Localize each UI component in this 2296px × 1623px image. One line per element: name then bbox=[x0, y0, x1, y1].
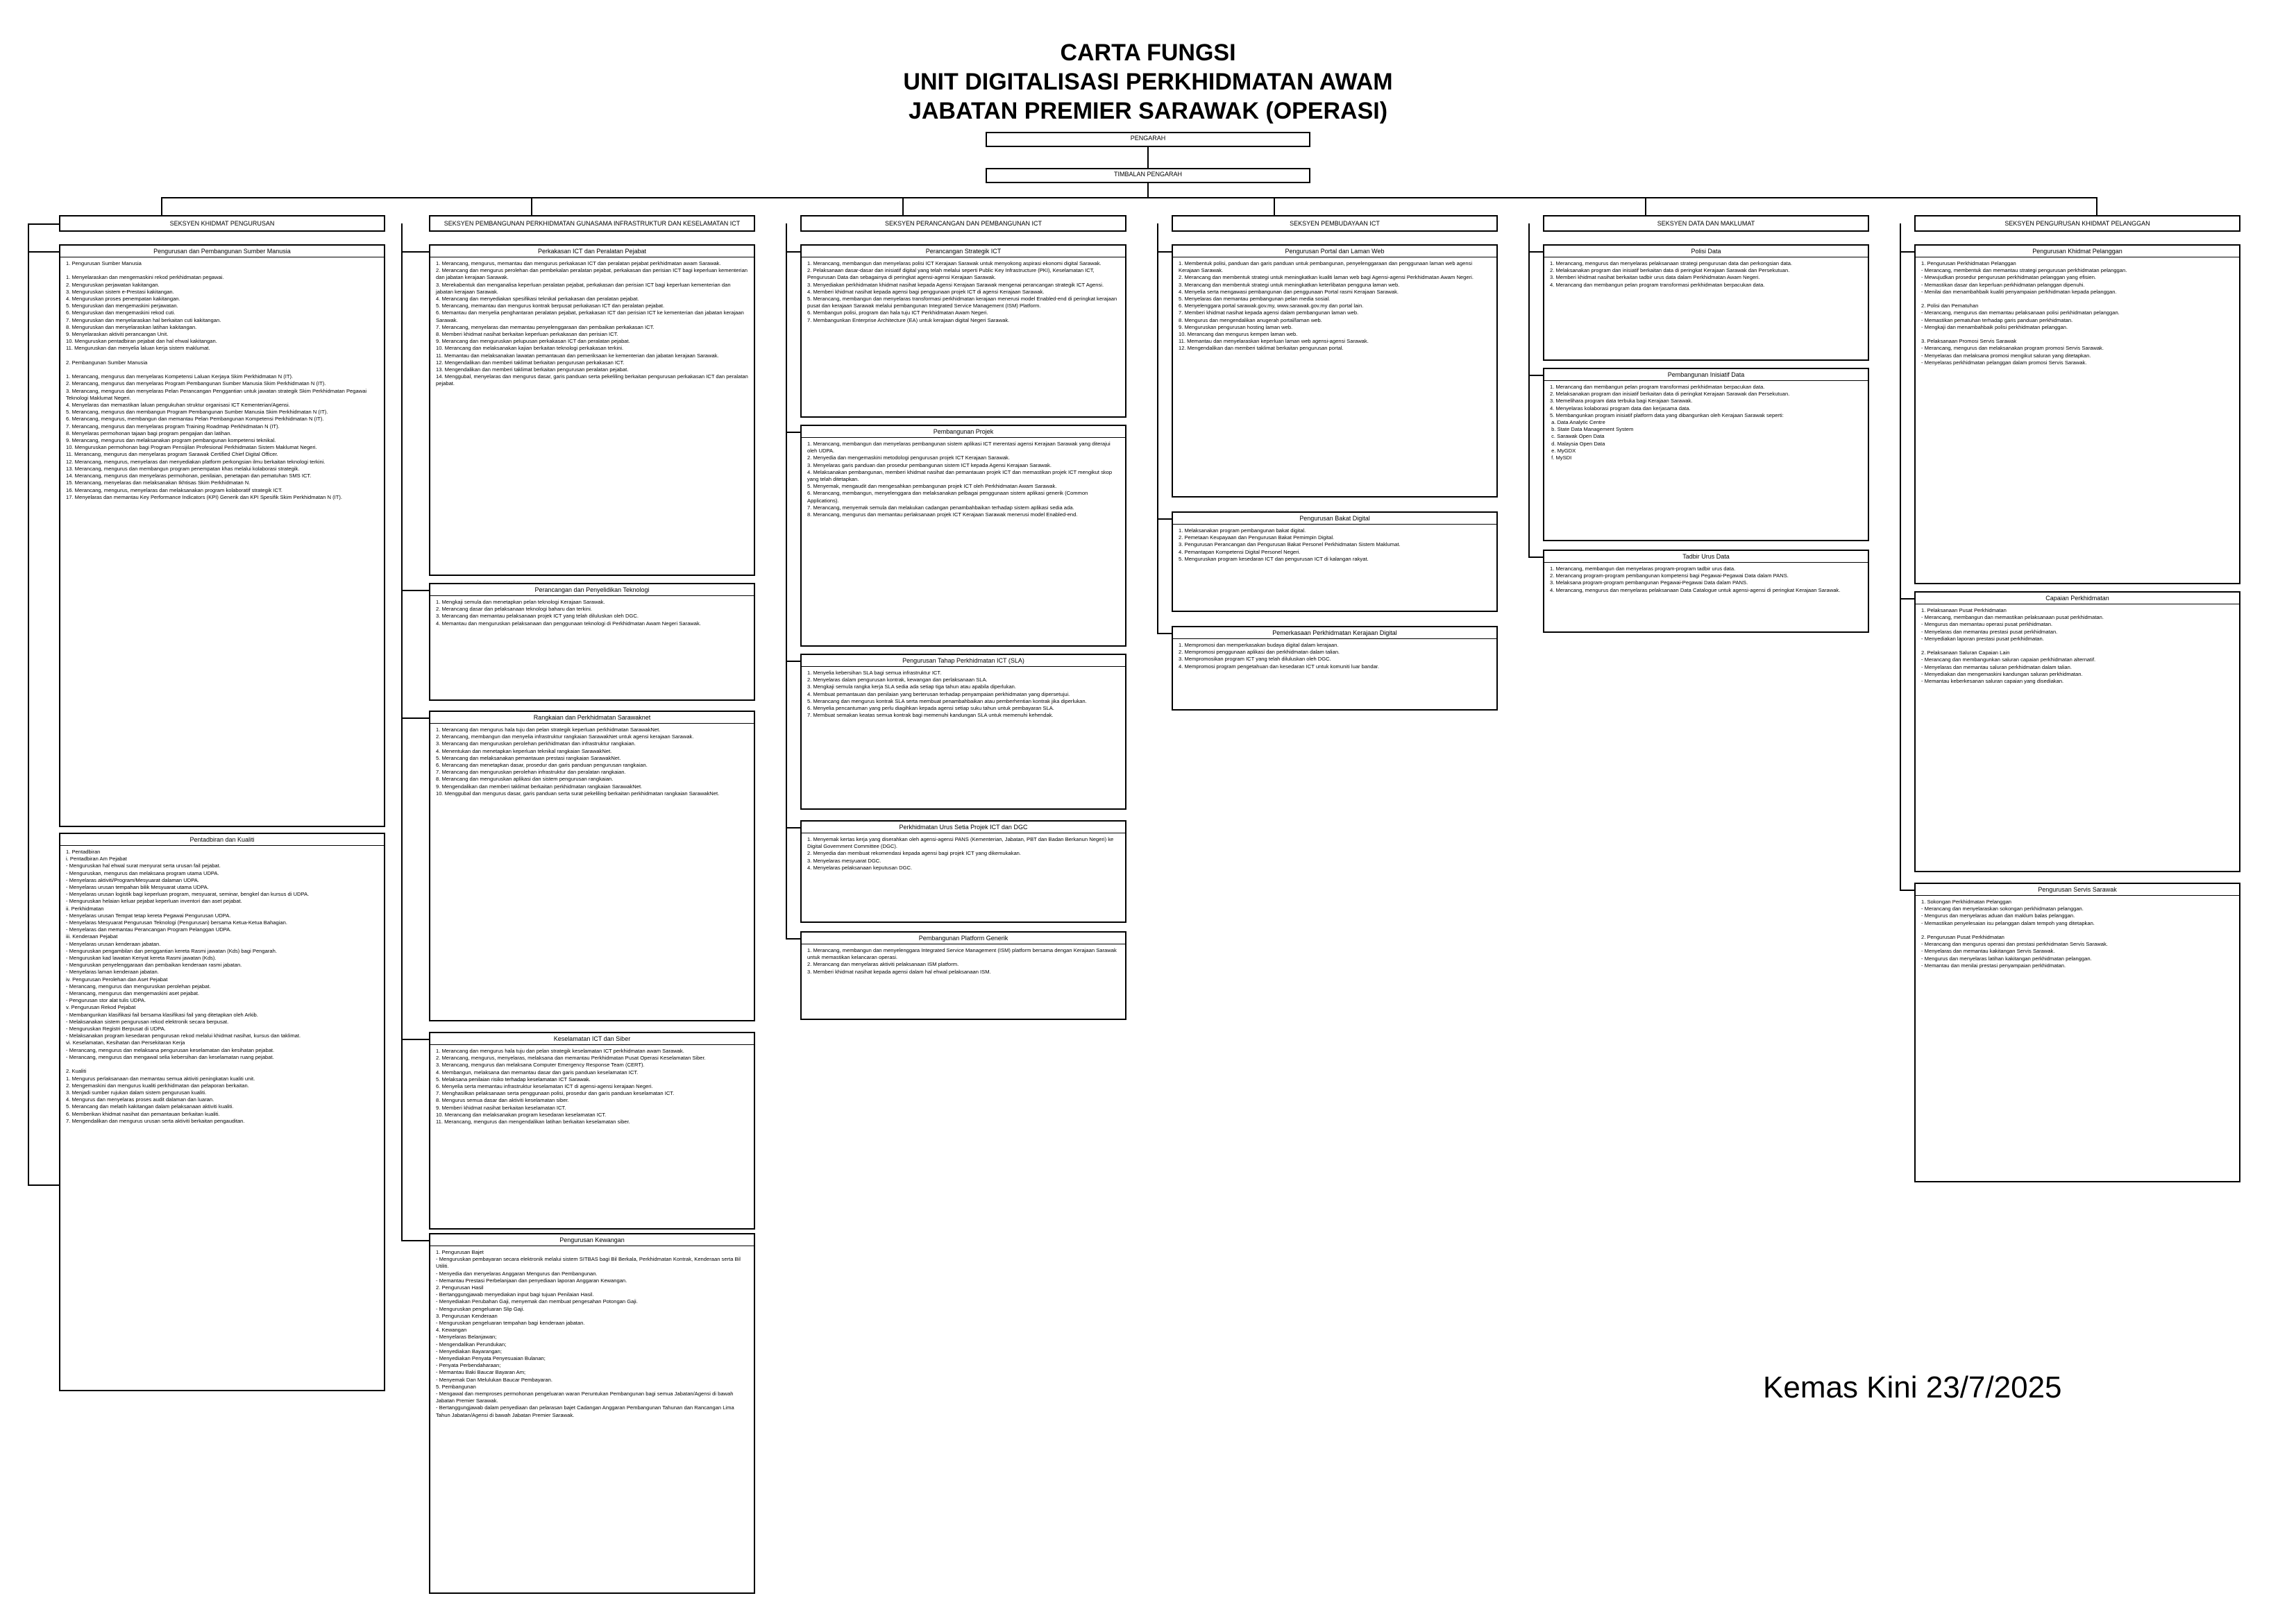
connector-bus bbox=[161, 197, 2096, 198]
unit-title: Pembangunan Inisiatif Data bbox=[1544, 369, 1868, 381]
unit-functions: 1. Pengurusan Perkhidmatan Pelanggan - Merancang, membentuk dan memantau strategi pengurusan perkhidmatan pelanggan. - Mewujudkan prosedur pengurusan perkhidmatan pelanggan yang efisien. - Memastikan dasar dan keperluan perkhidmatan pelanggan dipenuhi. - Menilai dan menambahbaik kualiti penyampaian perkhidmatan kepada pelanggan. 2. Polisi dan Pematuhan - Merancang, mengurus dan memantau pelaksanaan polisi perkhidmatan pelanggan. - Memastikan pematuhan terhadap garis panduan perkhidmatan. - Mengkaji dan menambahbaik polisi perkhidmatan pelanggan. 3. Pelaksanaan Promosi Servis Sarawak - Merancang, mengurus dan melaksanakan program promosi Servis Sarawak. - Menyelaras dan melaksana promosi mengikut saluran yang ditetapkan. - Menyelaras perkhidmatan pelanggan dalam promosi Servis Sarawak. bbox=[1921, 260, 2127, 366]
connector bbox=[1528, 375, 1543, 376]
unit-bakat-digital bbox=[1172, 511, 1498, 612]
unit-portal-laman-web bbox=[1172, 244, 1498, 498]
unit-inisiatif-data bbox=[1543, 368, 1869, 541]
pengarah-box: PENGARAH bbox=[986, 132, 1310, 147]
unit-title: Pengurusan Servis Sarawak bbox=[1916, 884, 2239, 896]
unit-functions: 1. Sokongan Perkhidmatan Pelanggan - Merancang dan menyelaraskan sokongan perkhidmatan pelanggan. - Mengurus dan menyelaras aduan dan maklum balas pelanggan. - Memastikan penyelesaian isu pelanggan dalam tempoh yang ditetapkan. 2. Pengurusan Pusat Perkhidmatan - Merancang dan mengurus operasi dan prestasi perkhidmatan Servis Sarawak. - Menyelaras dan memantau kakitangan Servis Sarawak. - Mengurus dan menyelaras latihan kakitangan perkhidmatan pelanggan. - Memantau dan menilai prestasi penyampaian perkhidmatan. bbox=[1921, 899, 2108, 969]
unit-rangkaian-sarawaknet bbox=[429, 711, 755, 1021]
chart-title-2: UNIT DIGITALISASI PERKHIDMATAN AWAM bbox=[903, 69, 1393, 95]
unit-perancangan-strategik bbox=[800, 244, 1126, 418]
unit-title: Perancangan Strategik ICT bbox=[802, 246, 1125, 257]
unit-functions: 1. Mempromosi dan memperkasakan budaya digital dalam kerajaan. 2. Mempromosi penggunaan aplikasi dan perkhidmatan dalam talian. 3. Mempromosikan program ICT yang telah diluluskan oleh DGC. 4. Mempromosi program pengetahuan dan kesedaran ICT untuk komuniti luar bandar. bbox=[1179, 642, 1380, 670]
unit-title: Pengurusan Tahap Perkhidmatan ICT (SLA) bbox=[802, 655, 1125, 667]
connector bbox=[1147, 147, 1149, 168]
unit-functions: 1. Melaksanakan program pembangunan bakat digital. 2. Pemetaan Keupayaan dan Pengurusan Bakat Pemimpin Digital. 3. Pengurusan Perancangan dan Pengurusan Bakat Personel Perkhidmatan Sistem Maklumat. 4. Pemantapan Kompetensi Digital Personel Negeri. 5. Menguruskan program kesedaran ICT dan pengurusan ICT di kalangan rakyat. bbox=[1179, 527, 1401, 562]
section-pembudayaan-ict: SEKSYEN PEMBUDAYAAN ICT bbox=[1172, 215, 1498, 232]
unit-pembangunan-projek bbox=[800, 425, 1126, 647]
unit-functions: 1. Merancang, mengurus, memantau dan mengurus perkakasan ICT dan peralatan pejabat perkhidmatan awam Sarawak. 2. Merancang dan mengurus perolehan dan pembekalan peralatan pejabat, perkakasan dan perisian ICT bagi keperluan kementerian dan jabatan kerajaan Sarawak. 3. Merekabentuk dan menganalisa keperluan peralatan pejabat, perkakasan dan perisian ICT bagi keperluan kementerian dan jabatan kerajaan Sarawak. 4. Merancang dan menyediakan spesifikasi teknikal perkakasan dan peralatan pejabat. 5. Merancang, memantau dan mengurus kontrak berpusat perkakasan ICT dan peralatan pejabat. 6. Memantau dan menyelia penghantaran peralatan pejabat, perkakasan ICT dan perisian ICT ke kementerian dan jabatan kerajaan Sarawak. 7. Merancang, menyelaras dan memantau penyelenggaraan dan pembaikan perkakasan ICT. 8. Memberi khidmat nasihat berkaitan keperluan perkakasan dan perisian ICT. 9. Merancang dan menguruskan pelupusan perkakasan ICT dan peralatan pejabat. 10. Merancang dan melaksanakan kajian berkaitan teknologi perkakasan terkini. 11. Memantau dan melaksanakan lawatan pemantauan dan pemeriksaan ke kementerian dan jabatan kerajaan Sarawak. 12. Mengendalikan dan memberi taklimat berkaitan pengurusan perkakasan ICT. 13. Mengendalikan dan memberi taklimat berkaitan pengurusan peralatan pejabat. 14. Menggubal, menyelaras dan mengurus dasar, garis panduan serta pekeliling berkaitan pengurusan perkakasan ICT dan peralatan pejabat. bbox=[436, 260, 748, 387]
connector bbox=[28, 1184, 59, 1186]
connector bbox=[1157, 223, 1158, 633]
unit-title: Perkakasan ICT dan Peralatan Pejabat bbox=[430, 246, 754, 257]
unit-title: Keselamatan ICT dan Siber bbox=[430, 1033, 754, 1045]
unit-sla bbox=[800, 654, 1126, 810]
unit-sumber-manusia bbox=[59, 244, 385, 827]
connector bbox=[1645, 197, 1646, 215]
unit-functions: 1. Merancang, membangun dan menyelenggara Integrated Service Management (ISM) platform bersama dengan Kerajaan Sarawak untuk memastikan kelancaran operasi. 2. Merancang dan menyelaras aktiviti pelaksanaan ISM platform. 3. Memberi khidmat nasihat kepada agensi dalam hal ehwal pelaksanaan ISM. bbox=[807, 947, 1117, 975]
connector bbox=[902, 197, 904, 215]
unit-title: Pengurusan Kewangan bbox=[430, 1234, 754, 1246]
connector bbox=[1157, 518, 1172, 520]
unit-title: Pengurusan Khidmat Pelanggan bbox=[1916, 246, 2239, 257]
connector bbox=[1147, 183, 1149, 197]
unit-functions: 1. Merancang dan mengurus hala tuju dan pelan strategik keperluan perkhidmatan SarawakNet. 2. Merancang, membangun dan menyelia infrastruktur rangkaian SarawakNet untuk agensi kerajaan Sarawak. 3. Merancang dan menguruskan perolehan perkhidmatan dan infrastruktur rangkaian. 4. Menentukan dan menetapkan keperluan teknikal rangkaian SarawakNet. 5. Merancang dan melaksanakan pemantauan prestasi rangkaian SarawakNet. 6. Merancang dan menetapkan dasar, prosedur dan garis panduan pengurusan rangkaian. 7. Merancang dan menguruskan perolehan infrastruktur dan peralatan rangkaian. 8. Merancang dan menguruskan aplikasi dan sistem pengurusan rangkaian. 9. Mengendalikan dan memberi taklimat berkaitan perkhidmatan rangkaian SarawakNet. 10. Menggubal dan mengurus dasar, garis panduan serta surat pekeliling berkaitan perkhidmatan rangkaian SarawakNet. bbox=[436, 726, 720, 797]
unit-platform-generik bbox=[800, 931, 1126, 1020]
connector bbox=[786, 223, 787, 938]
section-khidmat-pengurusan: SEKSYEN KHIDMAT PENGURUSAN bbox=[59, 215, 385, 232]
timbalan-pengarah-box: TIMBALAN PENGARAH bbox=[986, 168, 1310, 183]
section-perancangan-pembangunan: SEKSYEN PERANCANGAN DAN PEMBANGUNAN ICT bbox=[800, 215, 1126, 232]
connector bbox=[2096, 197, 2097, 215]
connector bbox=[401, 717, 429, 719]
unit-keselamatan-siber bbox=[429, 1032, 755, 1230]
connector bbox=[401, 223, 403, 1240]
update-date-label: Kemas Kini 23/7/2025 bbox=[1763, 1370, 2062, 1404]
unit-title: Pembangunan Projek bbox=[802, 426, 1125, 438]
section-khidmat-pelanggan: SEKSYEN PENGURUSAN KHIDMAT PELANGGAN bbox=[1914, 215, 2240, 232]
unit-urus-setia-dgc bbox=[800, 820, 1126, 923]
connector bbox=[401, 251, 429, 253]
unit-title: Pengurusan Bakat Digital bbox=[1173, 513, 1496, 525]
section-infrastruktur-keselamatan: SEKSYEN PEMBANGUNAN PERKHIDMATAN GUNASAMA INFRASTRUKTUR DAN KESELAMATAN ICT bbox=[429, 215, 755, 232]
connector bbox=[786, 938, 800, 940]
unit-title: Pemerkasaan Perkhidmatan Kerajaan Digital bbox=[1173, 627, 1496, 639]
unit-functions: 1. Menyelia kebersihan SLA bagi semua infrastruktur ICT. 2. Menyelaras dalam pengurusan kontrak, kewangan dan perlaksanaan SLA. 3. Mengkaji semula rangka kerja SLA sedia ada setiap tiga tahun atau apabila diperlukan. 4. Membuat pemantauan dan penilaian yang berterusan terhadap penyampaian perkhidmatan yang dipersetujui. 5. Merancang dan mengurus kontrak SLA serta membuat penambahbaikan atau pemberhentian kontrak jika diperlukan. 6. Menyelia pencantuman yang perlu diagihkan kepada agensi setiap suku tahun untuk pembayaran SLA. 7. Membuat semakan keatas semua kontrak bagi memenuhi kandungan SLA untuk memenuhi kehendak. bbox=[807, 670, 1087, 719]
unit-servis-sarawak bbox=[1914, 883, 2240, 1182]
connector bbox=[1900, 598, 1914, 600]
connector bbox=[161, 197, 162, 215]
unit-title: Rangkaian dan Perkhidmatan Sarawaknet bbox=[430, 712, 754, 724]
connector bbox=[1900, 251, 1914, 253]
unit-title: Tadbir Urus Data bbox=[1544, 551, 1868, 563]
unit-title: Perancangan dan Penyelidikan Teknologi bbox=[430, 584, 754, 596]
unit-functions: 1. Membentuk polisi, panduan dan garis panduan untuk pembangunan, penyelenggaraan dan penggunaan laman web agensi Kerajaan Sarawak. 2. Merancang dan membentuk strategi untuk meningkatkan kualiti laman web bagi Agensi-agensi Perkhidmatan Awam Negeri. 3. Merancang dan membentuk strategi untuk meningkatkan keterlibatan pengguna laman web. 4. Menyelia serta mengawasi pembangunan dan penggunaan Portal rasmi Kerajaan Sarawak. 5. Menyelaras dan memantau pembangunan pelan media sosial. 6. Menyelenggara portal sarawak.gov.my, www.sarawak.gov.my dan portal lain. 7. Memberi khidmat nasihat kepada agensi dalam pembangunan laman web. 8. Mengurus dan mengendalikan anugerah portal/laman web. 9. Menguruskan pengurusan hosting laman web. 10. Merancang dan mengurus kempen laman web. 11. Memantau dan menyelaraskan keperluan laman web agensi-agensi Sarawak. 12. Mengendalikan dan memberi taklimat berkaitan pengurusan portal. bbox=[1179, 260, 1474, 352]
unit-title: Pentadbiran dan Kualiti bbox=[60, 834, 384, 846]
unit-functions: 1. Merancang dan mengurus hala tuju dan pelan strategik keselamatan ICT perkhidmatan awam Sarawak. 2. Merancang, mengurus, menyelaras, melaksana dan memantau Perkhidmatan Pusat Operasi Keselamatan Siber. 3. Merancang, mengurus dan melaksana Computer Emergency Response Team (CERT). 4. Membangun, melaksana dan memantau dasar dan garis panduan keselamatan ICT. 5. Melaksana penilaian risiko terhadap keselamatan ICT Sarawak. 6. Menyelia serta memantau infrastruktur keselamatan ICT di agensi-agensi kerajaan Negeri. 7. Menghasilkan pelaksanaan serta penggunaan polisi, prosedur dan garis panduan keselamatan ICT. 8. Mengurus semua dasar dan aktiviti keselamatan siber. 9. Memberi khidmat nasihat berkaitan keselamatan ICT. 10. Merancang dan melaksanakan program kesedaran keselamatan ICT. 11. Merancang, mengurus dan mengendalikan latihan berkaitan keselamatan siber. bbox=[436, 1048, 706, 1125]
unit-pengurusan-kewangan bbox=[429, 1233, 755, 1594]
unit-functions: 1. Mengkaji semula dan menetapkan pelan teknologi Kerajaan Sarawak. 2. Merancang dasar dan pelaksanaan teknologi baharu dan terkini. 3. Merancang dan memantau pelaksanaan projek ICT yang telah diluluskan oleh DGC. 4. Memantau dan menguruskan pelaksanaan dan penggunaan teknologi di Perkhidmatan Awam Negeri Sarawak. bbox=[436, 599, 701, 627]
unit-title: Pengurusan Portal dan Laman Web bbox=[1173, 246, 1496, 257]
unit-tadbir-urus-data bbox=[1543, 550, 1869, 633]
connector bbox=[1528, 251, 1543, 253]
unit-polisi-data bbox=[1543, 244, 1869, 361]
connector bbox=[786, 432, 800, 433]
unit-kerajaan-digital bbox=[1172, 626, 1498, 711]
chart-title-1: CARTA FUNGSI bbox=[1060, 40, 1236, 66]
connector bbox=[1157, 633, 1172, 634]
unit-functions: 1. Menyemak kertas kerja yang diserahkan oleh agensi-agensi PANS (Kementerian, Jabatan, PBT dan Badan Berkanun Negeri) ke Digital Government Committee (DGC). 2. Menyedia dan membuat rekomendasi kepada agensi bagi projek ICT yang dikemukakan. 3. Menyelaras mesyuarat DGC. 4. Menyelaras pelaksanaan keputusan DGC. bbox=[807, 836, 1114, 871]
connector bbox=[401, 1039, 429, 1040]
connector bbox=[1900, 223, 1901, 890]
unit-functions: 1. Pengurusan Bajet - Menguruskan pembayaran secara elektronik melalui sistem SITBAS bagi Bil Berkala, Perkhidmatan Kontrak, Kenderaan serta Bil Utiliti. - Menyedia dan menyelaras Anggaran Mengurus dan Pembangunan. - Memantau Prestasi Perbelanjaan dan penyediaan laporan Anggaran Kewangan. 2. Pengurusan Hasil - Bertanggungjawab menyediakan input bagi tujuan Penilaian Hasil. - Menyediakan Perubahan Gaji, menyemak dan membuat pengesahan Potongan Gaji. - Menguruskan pengeluaran Slip Gaji. 3. Pengurusan Kenderaan - Menguruskan pengeluaran tempahan bagi kenderaan jabatan. 4. Kewangan - Menyelaras Belanjawan; - Mengendalikan Perundukan; - Menyediakan Bayarangan; - Menyediakan Penyata Penyesuaian Bulanan; - Penyata Perbendaharaan; - Memantau Baki Baucar Bayaran Am; - Menyemak Dan Melulukan Baucar Pembayaran. 5. Pembangunan - Mengawal dan memproses permohonan pengeluaran waran Peruntukan Pembangunan bagi semua Jabatan/Agensi di bawah Jabatan Premier Sarawak. - Bertanggungjawab dalam penyediaan dan pelarasan bajet Cadangan Anggaran Pembangunan Tahunan dan Rancangan Lima Tahun Jabatan/Agensi di bawah Jabatan Premier Sarawak. bbox=[436, 1249, 741, 1418]
unit-khidmat-pelanggan bbox=[1914, 244, 2240, 584]
unit-title: Polisi Data bbox=[1544, 246, 1868, 257]
unit-title: Pengurusan dan Pembangunan Sumber Manusia bbox=[60, 246, 384, 257]
unit-functions: 1. Merancang, membangun dan menyelaras program-program tadbir urus data. 2. Merancang program-program pembangunan kompetensi bagi Pegawai-Pegawai Data dalam PANS. 3. Melaksana program-program pembangunan Pegawai-Pegawai Data dalam PANS. 4. Merancang, mengurus dan menyelaras pelaksanaan Data Catalogue untuk agensi-agensi di peringkat Kerajaan Sarawak. bbox=[1550, 566, 1841, 593]
unit-functions: 1. Pengurusan Sumber Manusia 1. Menyelaraskan dan mengemaskini rekod perkhidmatan pegawai. 2. Menguruskan perjawatan kakitangan. 3. Menguruskan sistem e-Prestasi kakitangan. 4. Menguruskan proses penempatan kakitangan. 5. Menguruskan dan mengemaskini perjawatan. 6. Menguruskan dan mengemaskini rekod cuti. 7. Menguruskan dan menyelaraskan hal berkaitan cuti kakitangan. 8. Menguruskan dan menyelaraskan latihan kakitangan. 9. Menyelaraskan aktiviti perancangan Unit. 10. Menguruskan pentadbiran pejabat dan hal ehwal kakitangan. 11. Menguruskan dan menyelia laluan kerja sistem maklumat. 2. Pembangunan Sumber Manusia 1. Merancang, mengurus dan menyelaras Kompetensi Laluan Kerjaya Skim Perkhidmatan N (IT). 2. Merancang, mengurus dan menyelaras Program Pembangunan Sumber Manusia Skim Perkhidmatan N (IT). 3. Merancang, mengurus dan menyelaras Pelan Perancangan Penggantian untuk jawatan strategik Skim Perkhidmatan Pegawai Teknologi Maklumat Negeri. 4. Menyelaras dan memastikan laluan pengukuhan struktur organisasi ICT Kementerian/Agensi. 5. Merancang, mengurus dan membangun Program Pembangunan Sumber Manusia Skim Perkhidmatan N (IT). 6. Merancang, mengurus, membangun dan memantau Pelan Pembangunan Kompetensi Perkhidmatan N (IT). 7. Merancang, mengurus dan menyelaras program Training Roadmap Perkhidmatan N (IT). 8. Menyelaras permohonan tajaan bagi program pengajian dan latihan. 9. Merancang, mengurus dan melaksanakan program pembangunan kompetensi teknikal. 10. Menguruskan permohonan bagi Program Pensijilan Profesional Perkhidmatan Sistem Maklumat Negeri. 11. Merancang, mengurus dan menyelaras program Sarawak Certified Chief Digital Officer. 12. Merancang, mengurus, menyelaras dan menyediakan platform perkongsian ilmu berkaitan teknologi terkini. 13. Merancang, mengurus dan membangun program penempatan khas melalui kolaborasi strategik. 14. Merancang, mengurus dan menyelaras permohonan, penilaian, penetapan dan pematuhan SMS ICT. 15. Merancang, menyelaras dan melaksanakan Ikhtisas Skim Perkhidmatan N. 16. Merancang, mengurus, menyelaras dan melaksanakan program kolaboratif strategik ICT. 17. Menyelaras dan memantau Key Performance Indicators (KPI) Generik dan KPI Spesifik Skim Perkhidmatan N (IT). bbox=[66, 260, 367, 500]
unit-functions: 1. Merancang, membangun dan menyelaras polisi ICT Kerajaan Sarawak untuk menyokong aspirasi ekonomi digital Sarawak. 2. Pelaksanaan dasar-dasar dan inisiatif digital yang telah melalui seperti Public Key Infrastructure (PKI), Keselamatan ICT, Pengurusan Data dan sebagainya di peringkat agensi-agensi Kerajaan Sarawak. 3. Menyediakan perkhidmatan khidmat nasihat kepada Agensi Kerajaan Sarawak mengenai perancangan strategik ICT Agensi. 4. Memberi khidmat nasihat kepada agensi bagi penggunaan projek ICT di agensi Kerajaan Sarawak. 5. Merancang, membangun dan menyelaras transformasi perkhidmatan kerajaan menerusi model Enabled-end di peringkat kerajaan pusat dan kerajaan Sarawak melalui pembangunan Integrated Service Management (ISM) Platform. 6. Membangun polisi, program dan hala tuju ICT Perkhidmatan Awam Negeri. 7. Membangunkan Enterprise Architecture (EA) untuk kerajaan digital Negeri Sarawak. bbox=[807, 260, 1117, 323]
unit-functions: 1. Pentadbiran i. Pentadbiran Am Pejabat - Menguruskan hal ehwal surat menyurat serta urusan fail pejabat. - Menguruskan, mengurus dan melaksana program utama UDPA. - Menyelaras aktiviti/Program/Mesyuarat dalaman UDPA. - Menyelaras urusan tempahan bilik Mesyuarat utama UDPA. - Menyelaras urusan logistik bagi keperluan program, mesyuarat, seminar, bengkel dan kursus di UDPA. - Menguruskan helaian keluar pejabat keperluan inventori dan aset pejabat. ii. Perkhidmatan - Menyelaras urusan Tempat tetap kereta Pegawai Pengurusan UDPA. - Menyelaras Mesyuarat Pengurusan Teknologi (Pengurusan) bersama Ketua-Ketua Bahagian. - Menyelaras dan memantau Perancangan Program Pelanggan UDPA. iii. Kenderaan Pejabat - Menyelaras urusan kenderaan jabatan. - Menguruskan pengambilan dan penggantian kereta Rasmi jawatan (Kds) bagi Pengarah. - Menguruskan kad lawatan Kenyat kereta Rasmi jawatan (Kds). - Menguruskan penyelenggaraan dan pembaikan kenderaan rasmi jabatan. - Menyelaras laman kenderaan jabatan. iv. Pengurusan Perolehan dan Aset Pejabat - Merancang, mengurus dan menguruskan perolehan pejabat. - Merancang, mengurus dan mengemaskini aset pejabat. - Pengurusan stor alat tulis UDPA. v. Pengurusan Rekod Pejabat - Membangunkan klasifikasi fail bersama klasifikasi fail yang ditetapkan oleh Arkib. - Melaksanakan sistem pengurusan rekod elektronik secara berpusat. - Menguruskan Registri Berpusat di UDPA. - Melaksanakan program kesedaran pengurusan rekod melalui khidmat nasihat, kursus dan taklimat. vi. Keselamatan, Kesihatan dan Persekitaran Kerja - Merancang, mengurus dan melaksana pengurusan keselamatan dan kesihatan pejabat. - Merancang, mengurus dan mengawal selia kebersihan dan keselamatan ruang pejabat. 2. Kualiti 1. Mengurus perlaksanaan dan memantau semua aktiviti peningkatan kualiti unit. 2. Mengemaskini dan mengurus kualiti perkhidmatan dan pelaporan berkaitan. 3. Menjadi sumber rujukan dalam sistem pengurusan kualiti. 4. Mengurus dan menyelaras proses audit dalaman dan luaran. 5. Merancang dan melatih kakitangan dalam pelaksanaan aktiviti kualiti. 6. Memberikan khidmat nasihat dan pemantauan berkaitan kualiti. 7. Mengendalikan dan mengurus urusan serta aktiviti berkaitan pengauditan. bbox=[66, 849, 310, 1124]
connector bbox=[786, 827, 800, 829]
connector bbox=[786, 251, 800, 253]
section-data-maklumat: SEKSYEN DATA DAN MAKLUMAT bbox=[1543, 215, 1869, 232]
connector bbox=[401, 1240, 429, 1241]
connector bbox=[1274, 197, 1275, 215]
connector bbox=[28, 223, 29, 1184]
connector bbox=[1528, 223, 1530, 556]
chart-title-3: JABATAN PREMIER SARAWAK (OPERASI) bbox=[908, 98, 1388, 124]
unit-title: Perkhidmatan Urus Setia Projek ICT dan DGC bbox=[802, 822, 1125, 833]
connector bbox=[786, 661, 800, 662]
connector bbox=[531, 197, 532, 215]
unit-perkakasan-ict bbox=[429, 244, 755, 576]
unit-functions: 1. Merancang dan membangun pelan program transformasi perkhidmatan berpacukan data. 2. Melaksanakan program dan inisiatif berkaitan data di peringkat Kerajaan Sarawak dan Persekutuan. 3. Memelihara program data terbuka bagi Kerajaan Sarawak. 4. Menyelaras kolaborasi program data dan kerjasama data. 5. Membangunkan program inisiatif platform data yang dibangunkan oleh Kerajaan Sarawak seperti: a. Data Analytic Centre b. State Data Management System c. Sarawak Open Data d. Malaysia Open Data e. MyGDX f. MySDI bbox=[1550, 384, 1790, 461]
connector bbox=[1900, 890, 1914, 891]
connector bbox=[1528, 556, 1543, 558]
unit-capaian-perkhidmatan bbox=[1914, 591, 2240, 872]
unit-pentadbiran-kualiti bbox=[59, 833, 385, 1391]
connector bbox=[28, 251, 59, 253]
unit-functions: 1. Merancang, mengurus dan menyelaras pelaksanaan strategi pengurusan data dan perkongsian data. 2. Melaksanakan program dan inisiatif berkaitan data di peringkat Kerajaan Sarawak dan Persekutuan. 3. Memberi khidmat nasihat berkaitan tadbir urus data dalam Perkhidmatan Awam Negeri. 4. Merancang dan membangun pelan program transformasi perkhidmatan berpacukan data. bbox=[1550, 260, 1793, 288]
connector bbox=[1157, 251, 1172, 253]
unit-functions: 1. Pelaksanaan Pusat Perkhidmatan - Merancang, membangun dan memastikan pelaksanaan pusat perkhidmatan. - Mengurus dan memantau operasi pusat perkhidmatan. - Menyelaras dan memantau prestasi pusat perkhidmatan. - Menyediakan laporan prestasi pusat perkhidmatan. 2. Pelaksanaan Saluran Capaian Lain - Merancang dan membangunkan saluran capaian perkhidmatan alternatif. - Menyelaras dan memantau saluran perkhidmatan dalam talian. - Menyediakan dan mengemaskini kandungan saluran perkhidmatan. - Memantau keberkesanan saluran capaian yang disediakan. bbox=[1921, 607, 2104, 685]
unit-functions: 1. Merancang, membangun dan menyelaras pembangunan sistem aplikasi ICT merentasi agensi Kerajaan Sarawak yang diterajui oleh UDPA. 2. Menyedia dan mengemaskini metodologi pengurusan projek ICT Kerajaan Sarawak. 3. Menyelaras garis panduan dan prosedur pembangunan sistem ICT kepada Agensi Kerajaan Sarawak. 4. Melaksanakan pembangunan, memberi khidmat nasihat dan pemantauan projek ICT dan memastikan projek ICT mengikut skop yang telah ditetapkan. 5. Menyemak, mengaudit dan mengesahkan pembangunan projek ICT oleh Perkhidmatan Awam Sarawak. 6. Merancang, membangun, menyelenggara dan melaksanakan pelbagai penggunaan sistem aplikasi generik (Common Applications). 7. Merancang, menyemak semula dan melakukan cadangan penambahbaikan terhadap sistem aplikasi sedia ada. 8. Merancang, mengurus dan memantau perlaksanaan projek ICT Kerajaan Sarawak menerusi model Enabled-end. bbox=[807, 441, 1113, 518]
unit-title: Capaian Perkhidmatan bbox=[1916, 593, 2239, 604]
unit-penyelidikan-teknologi bbox=[429, 583, 755, 701]
connector bbox=[28, 223, 59, 225]
connector bbox=[401, 590, 429, 591]
unit-title: Pembangunan Platform Generik bbox=[802, 933, 1125, 944]
